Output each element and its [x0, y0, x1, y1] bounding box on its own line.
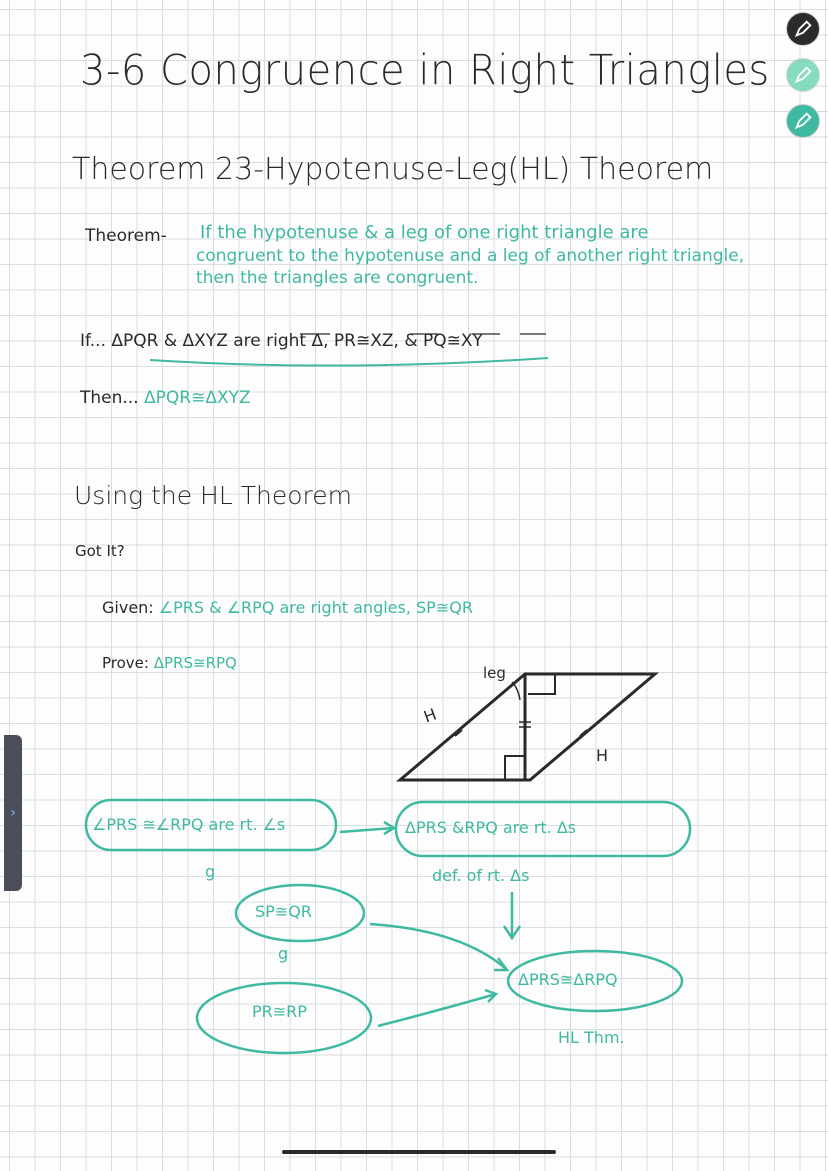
section-heading: Using the HL Theorem [74, 481, 352, 510]
right-angle-mark-top [528, 674, 555, 694]
sidebar-handle[interactable] [4, 735, 22, 891]
prove-prefix: Prove: [102, 654, 149, 672]
tick-left [455, 730, 462, 736]
then-text: ΔPQR≅ΔXYZ [144, 388, 251, 408]
if-statement [80, 331, 483, 351]
pen-teal-icon[interactable] [786, 104, 820, 138]
theorem-label: Theorem- [85, 226, 167, 246]
arrow-1-head [384, 822, 394, 834]
got-it-label: Got It? [75, 542, 125, 560]
pen-black-icon[interactable] [786, 12, 820, 46]
proof-step-1: ∠PRS ≅∠RPQ are rt. ∠s [92, 815, 286, 834]
prove-text: ΔPRS≅RPQ [153, 654, 237, 672]
chevron-right-icon: › [10, 805, 16, 821]
proof-reason-5: HL Thm. [558, 1028, 625, 1047]
right-angle-mark-bottom [505, 756, 525, 780]
arrow-3-head [485, 990, 496, 1002]
leg-label: leg [483, 664, 506, 682]
if-underline [150, 358, 548, 366]
leg-pointer [512, 682, 520, 700]
if-text: ΔPQR & ΔXYZ are right Δ, PR≅XZ, & PQ≅XY [111, 331, 483, 351]
arrow-2 [370, 924, 505, 968]
if-prefix: If... [80, 331, 106, 351]
theorem-line-3: then the triangles are congruent. [196, 268, 479, 288]
theorem-heading: Theorem 23-Hypotenuse-Leg(HL) Theorem [72, 152, 714, 187]
pen-teal-icon[interactable] [786, 58, 820, 92]
parallelogram-outline [400, 674, 655, 780]
given-text: ∠PRS & ∠RPQ are right angles, SP≅QR [158, 598, 473, 617]
proof-reason-2: def. of rt. Δs [432, 866, 530, 885]
proof-step-4: PR≅RP [252, 1002, 307, 1021]
arrow-1 [340, 828, 394, 832]
proof-reason-3: g [278, 944, 289, 963]
then-prefix: Then... [80, 388, 139, 408]
pen-toolbar [786, 12, 820, 138]
theorem-line-1: If the hypotenuse & a leg of one right triangle are [200, 222, 649, 243]
parallelogram-diagram [400, 674, 655, 780]
arrow-2-head [494, 958, 507, 970]
proof-step-5: ΔPRS≅ΔRPQ [518, 970, 618, 989]
arrow-3 [378, 994, 496, 1026]
proof-ovals [86, 800, 690, 1053]
proof-step-3: SP≅QR [255, 902, 312, 921]
home-indicator[interactable] [282, 1150, 556, 1154]
then-statement [80, 388, 251, 408]
theorem-line-2: congruent to the hypotenuse and a leg of another right triangle, [196, 246, 745, 266]
arrow-down-head [504, 926, 520, 938]
hyp-label-right: H [596, 746, 609, 765]
tick-right [580, 730, 587, 736]
proof-reason-1: g [205, 862, 216, 881]
hyp-label-left: H [421, 704, 439, 727]
prove-statement [102, 654, 237, 672]
proof-step-2: ΔPRS &RPQ are rt. Δs [405, 818, 577, 837]
given-statement [102, 598, 473, 617]
given-prefix: Given: [102, 598, 154, 617]
page-title: 3-6 Congruence in Right Triangles [80, 46, 770, 96]
